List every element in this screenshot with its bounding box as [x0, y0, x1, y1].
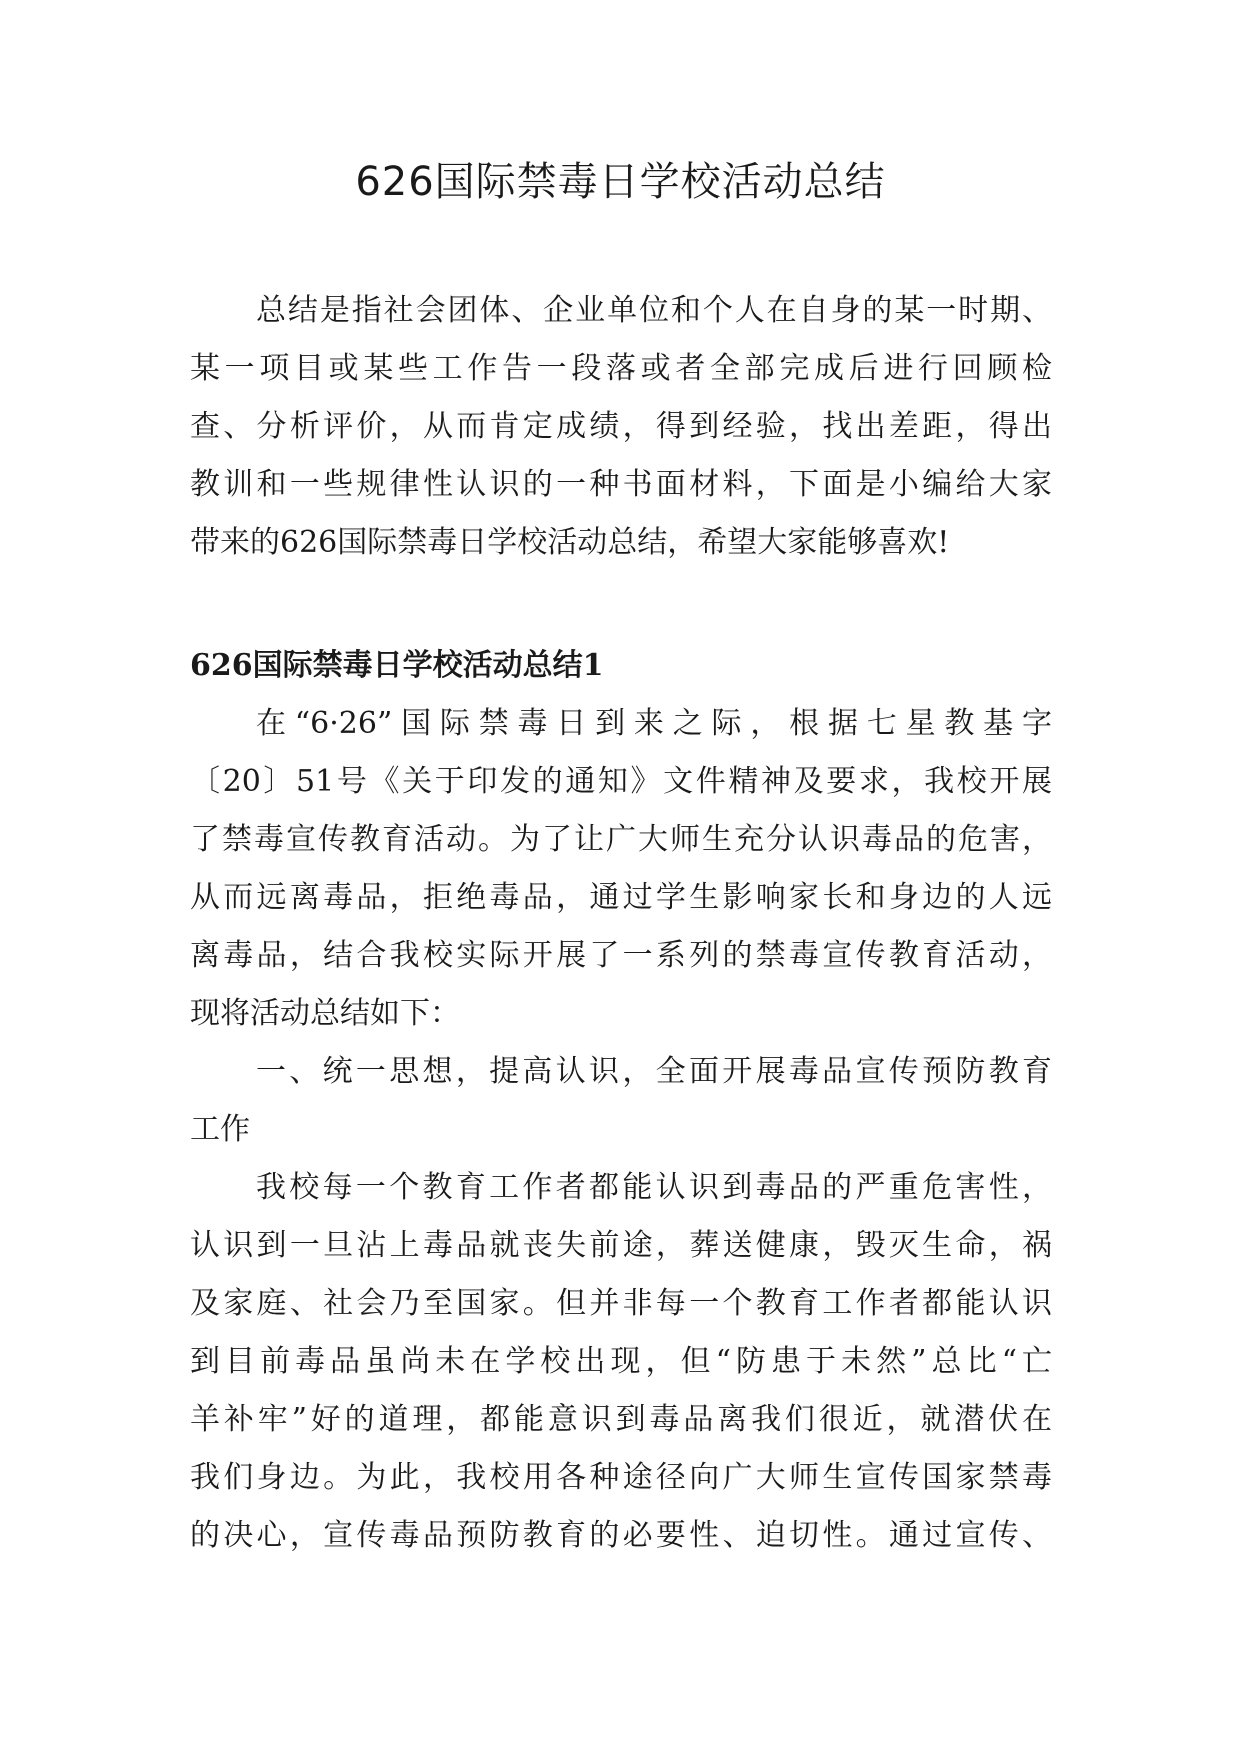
- numbered-heading-line: 工作: [190, 1112, 250, 1147]
- body-line: 及家庭、社会乃至国家。但并非每一个教育工作者都能认识: [190, 1286, 1052, 1321]
- body-line: 了禁毒宣传教育活动。为了让广大师生充分认识毒品的危害，: [190, 822, 1052, 857]
- body-line: 现将活动总结如下：: [190, 996, 460, 1031]
- body-line: 的决心，宣传毒品预防教育的必要性、迫切性。通过宣传、: [190, 1518, 1052, 1553]
- body-line: 羊补牢”好的道理，都能意识到毒品离我们很近，就潜伏在: [190, 1402, 1052, 1437]
- section-heading: 626国际禁毒日学校活动总结1: [190, 648, 604, 683]
- intro-line: 教训和一些规律性认识的一种书面材料，下面是小编给大家: [190, 467, 1052, 502]
- body-line: 认识到一旦沾上毒品就丧失前途，葬送健康，毁灭生命，祸: [190, 1228, 1052, 1263]
- numbered-heading-line: 一、统一思想，提高认识，全面开展毒品宣传预防教育: [256, 1054, 1052, 1089]
- intro-line: 带来的626国际禁毒日学校活动总结，希望大家能够喜欢!: [190, 525, 950, 560]
- body-line: 到目前毒品虽尚未在学校出现，但“防患于未然”总比“亡: [190, 1344, 1052, 1379]
- document-title: 626国际禁毒日学校活动总结: [355, 159, 886, 205]
- intro-paragraph: [190, 282, 1052, 572]
- intro-line: 总结是指社会团体、企业单位和个人在自身的某一时期、: [256, 293, 1052, 328]
- body-line: 〔20〕51号《关于印发的通知》文件精神及要求，我校开展: [190, 764, 1052, 799]
- intro-line: 查、分析评价，从而肯定成绩，得到经验，找出差距，得出: [190, 409, 1052, 444]
- body-line: 在“6·26”国际禁毒日到来之际，根据七星教基字: [256, 706, 1052, 741]
- body-line: 我们身边。为此，我校用各种途径向广大师生宣传国家禁毒: [190, 1460, 1052, 1495]
- body-line: 我校每一个教育工作者都能认识到毒品的严重危害性，: [256, 1170, 1052, 1205]
- body-line: 从而远离毒品，拒绝毒品，通过学生影响家长和身边的人远: [190, 880, 1052, 915]
- section-body: [190, 695, 1052, 1565]
- intro-line: 某一项目或某些工作告一段落或者全部完成后进行回顾检: [190, 351, 1052, 386]
- body-line: 离毒品，结合我校实际开展了一系列的禁毒宣传教育活动，: [190, 938, 1052, 973]
